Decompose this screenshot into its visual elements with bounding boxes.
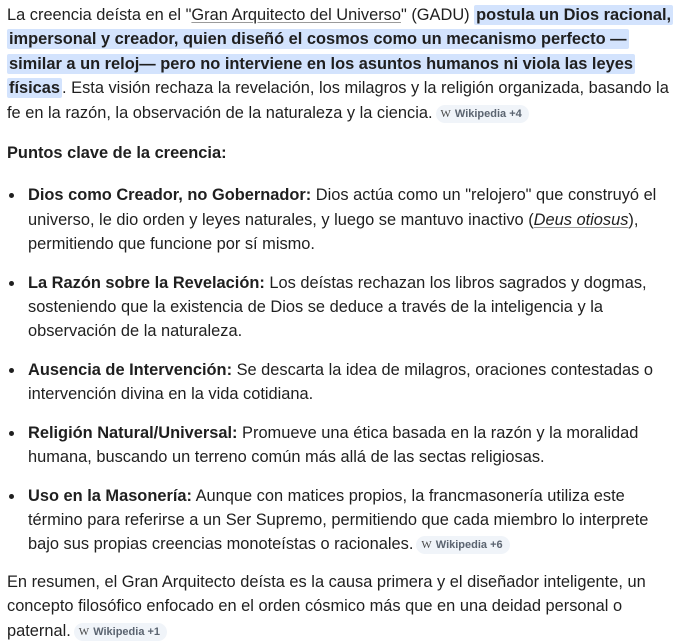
wikipedia-icon: W: [421, 539, 432, 552]
point-title: Uso en la Masonería:: [28, 486, 192, 505]
point-text: Aunque con matices propios, la francmasonería utiliza este término para referirse a un Ser Supremo, permitiendo que cada miembro lo interprete bajo sus propias creencias monoteístas o racionales.: [28, 486, 649, 554]
point-text: ), permitiendo que funcione por sí mismo.: [28, 210, 639, 254]
source-chip-label: Wikipedia +1: [93, 625, 161, 638]
closing-text: En resumen, el Gran Arquitecto deísta es la causa primera y el diseñador inteligente, un concepto filosófico enfocado en el orden cósmico más que en una deidad personal o paternal.: [7, 572, 646, 640]
point-text: Los deístas rechazan los libros sagrados y dogmas, sosteniendo que la existencia de Dios se deduce a través de la inteligencia y la observación de la naturaleza.: [28, 273, 647, 341]
list-item: [7, 358, 676, 407]
key-points-list: [7, 183, 676, 556]
point-text: Dios actúa como un "relojero" que construyó el universo, le dio orden y leyes naturales, y luego se mantuvo inactivo (: [28, 186, 657, 229]
intro-before: La creencia deísta en el ": [7, 6, 192, 24]
point-title: Dios como Creador, no Gobernador:: [28, 186, 312, 205]
wikipedia-icon: W: [440, 107, 451, 120]
list-item: [7, 484, 676, 557]
source-chip-label: Wikipedia +4: [454, 107, 522, 120]
intro-after-link: " (GADU): [400, 6, 475, 24]
point-text: Promueve una ética basada en la razón y la moralidad humana, buscando un terreno común más allá de las sectas religiosas.: [28, 423, 639, 467]
highlighted-definition: postula un Dios racional, impersonal y creador, quien diseñó el cosmos como un mecanismo perfecto —similar a un reloj— pero no interviene en los asuntos humanos ni viola las leyes físicas: [9, 6, 672, 98]
source-chip-masoneria[interactable]: [416, 536, 509, 554]
point-title: Religión Natural/Universal:: [28, 423, 238, 442]
intro-paragraph: [7, 3, 676, 125]
list-item: [7, 183, 676, 256]
source-chip-intro[interactable]: [436, 105, 529, 123]
intro-rest: . Esta visión rechaza la revelación, los milagros y la religión organizada, basando la fe en la razón, la observación de la naturaleza y la ciencia.: [7, 79, 669, 122]
point-text: Se descarta la idea de milagros, oraciones contestadas o intervención divina en la vida cotidiana.: [28, 360, 653, 404]
list-item: [7, 271, 676, 344]
gadu-link[interactable]: Gran Arquitecto del Universo: [191, 6, 401, 24]
point-title: La Razón sobre la Revelación:: [28, 273, 265, 292]
point-title: Ausencia de Intervención:: [28, 360, 233, 379]
list-item: [7, 421, 676, 470]
deus-otiosus-term[interactable]: Deus otiosus: [533, 210, 629, 229]
closing-paragraph: [7, 570, 676, 643]
wikipedia-icon: W: [78, 625, 90, 638]
source-chip-label: Wikipedia +6: [435, 539, 503, 552]
section-heading: Puntos clave de la creencia:: [7, 144, 227, 163]
